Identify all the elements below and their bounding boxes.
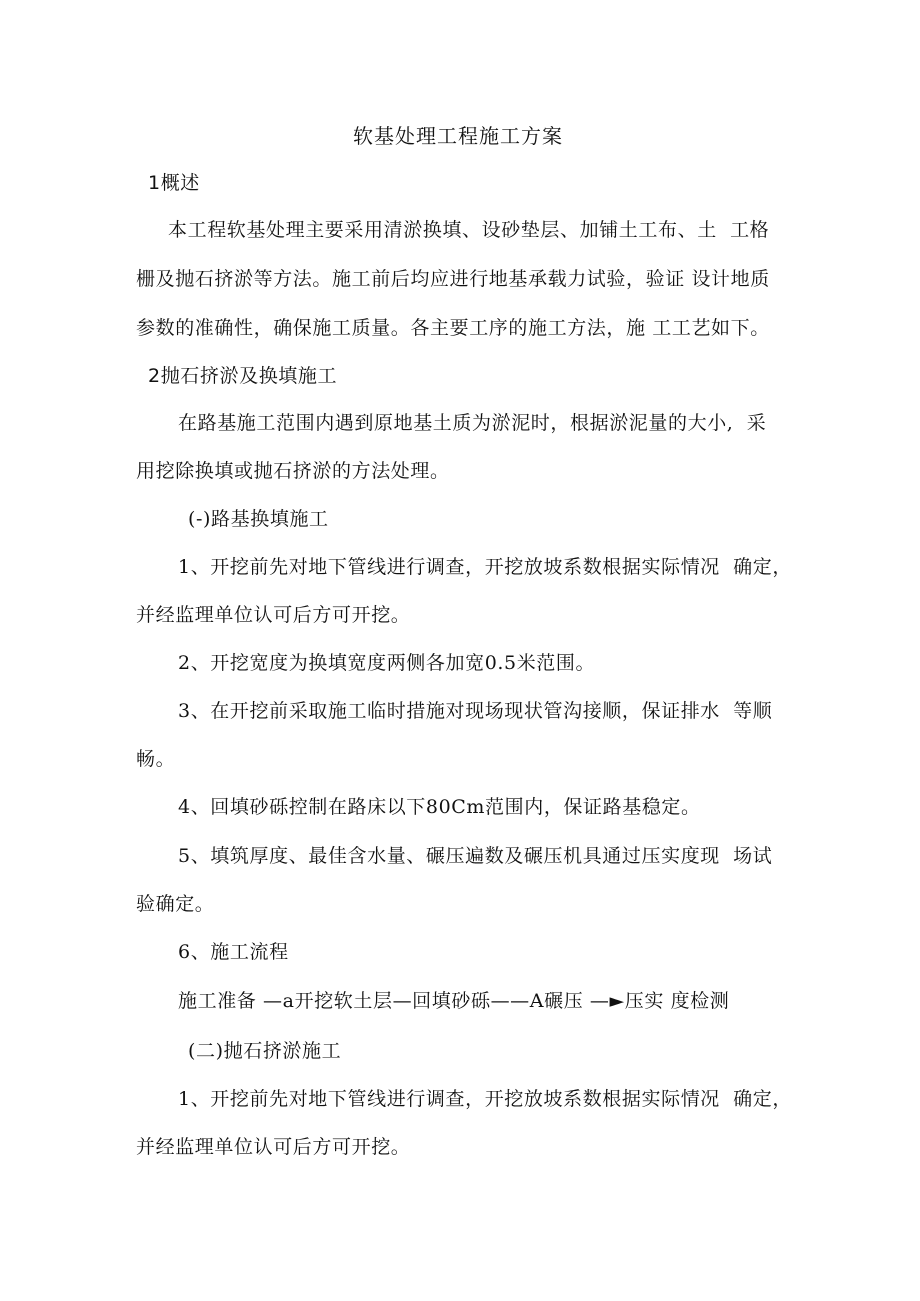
list-item: 2、开挖宽度为换填宽度两侧各加宽0.5米范围。 (178, 652, 596, 674)
list-item: 验确定。 (136, 893, 215, 915)
list-item: 5、填筑厚度、最佳含水量、碾压遍数及碾压机具通过压实度现 场试 (178, 845, 773, 867)
paragraph-line: 本工程软基处理主要采用清淤换填、设砂垫层、加铺土工布、土 工格 (168, 219, 770, 241)
section-heading-overview: 1概述 (148, 172, 200, 194)
paragraph-line: 在路基施工范围内遇到原地基土质为淤泥时，根据淤泥量的大小, 采 (178, 412, 767, 434)
list-item: 1、开挖前先对地下管线进行调查，开挖放坡系数根据实际情况 确定， (178, 556, 792, 578)
paragraph-line: 参数的准确性，确保施工质量。各主要工序的施工方法，施 工工艺如下。 (136, 317, 770, 339)
subsection-heading-replacement: (-)路基换填施工 (188, 508, 329, 530)
list-item: 1、开挖前先对地下管线进行调查，开挖放坡系数根据实际情况 确定， (178, 1088, 792, 1110)
list-item: 畅。 (136, 748, 176, 770)
flow-line: 施工准备 —a开挖软土层—回填砂砾——A碾压 —►压实 度检测 (178, 990, 730, 1012)
document-title: 软基处理工程施工方案 (353, 124, 563, 148)
list-item: 并经监理单位认可后方可开挖。 (136, 604, 411, 626)
paragraph-line: 栅及抛石挤淤等方法。施工前后均应进行地基承载力试验，验证 设计地质 (136, 268, 770, 290)
list-item: 并经监理单位认可后方可开挖。 (136, 1136, 411, 1158)
section-heading-construction: 2抛石挤淤及换填施工 (148, 365, 338, 387)
subsection-heading-riprap: (二)抛石挤淤施工 (188, 1040, 342, 1062)
paragraph-line: 用挖除换填或抛石挤淤的方法处理。 (136, 460, 450, 482)
list-item: 4、回填砂砾控制在路床以下80Cm范围内，保证路基稳定。 (178, 796, 701, 818)
list-item: 6、施工流程 (178, 941, 289, 963)
list-item: 3、在开挖前采取施工临时措施对现场现状管沟接顺，保证排水 等顺 (178, 700, 773, 722)
